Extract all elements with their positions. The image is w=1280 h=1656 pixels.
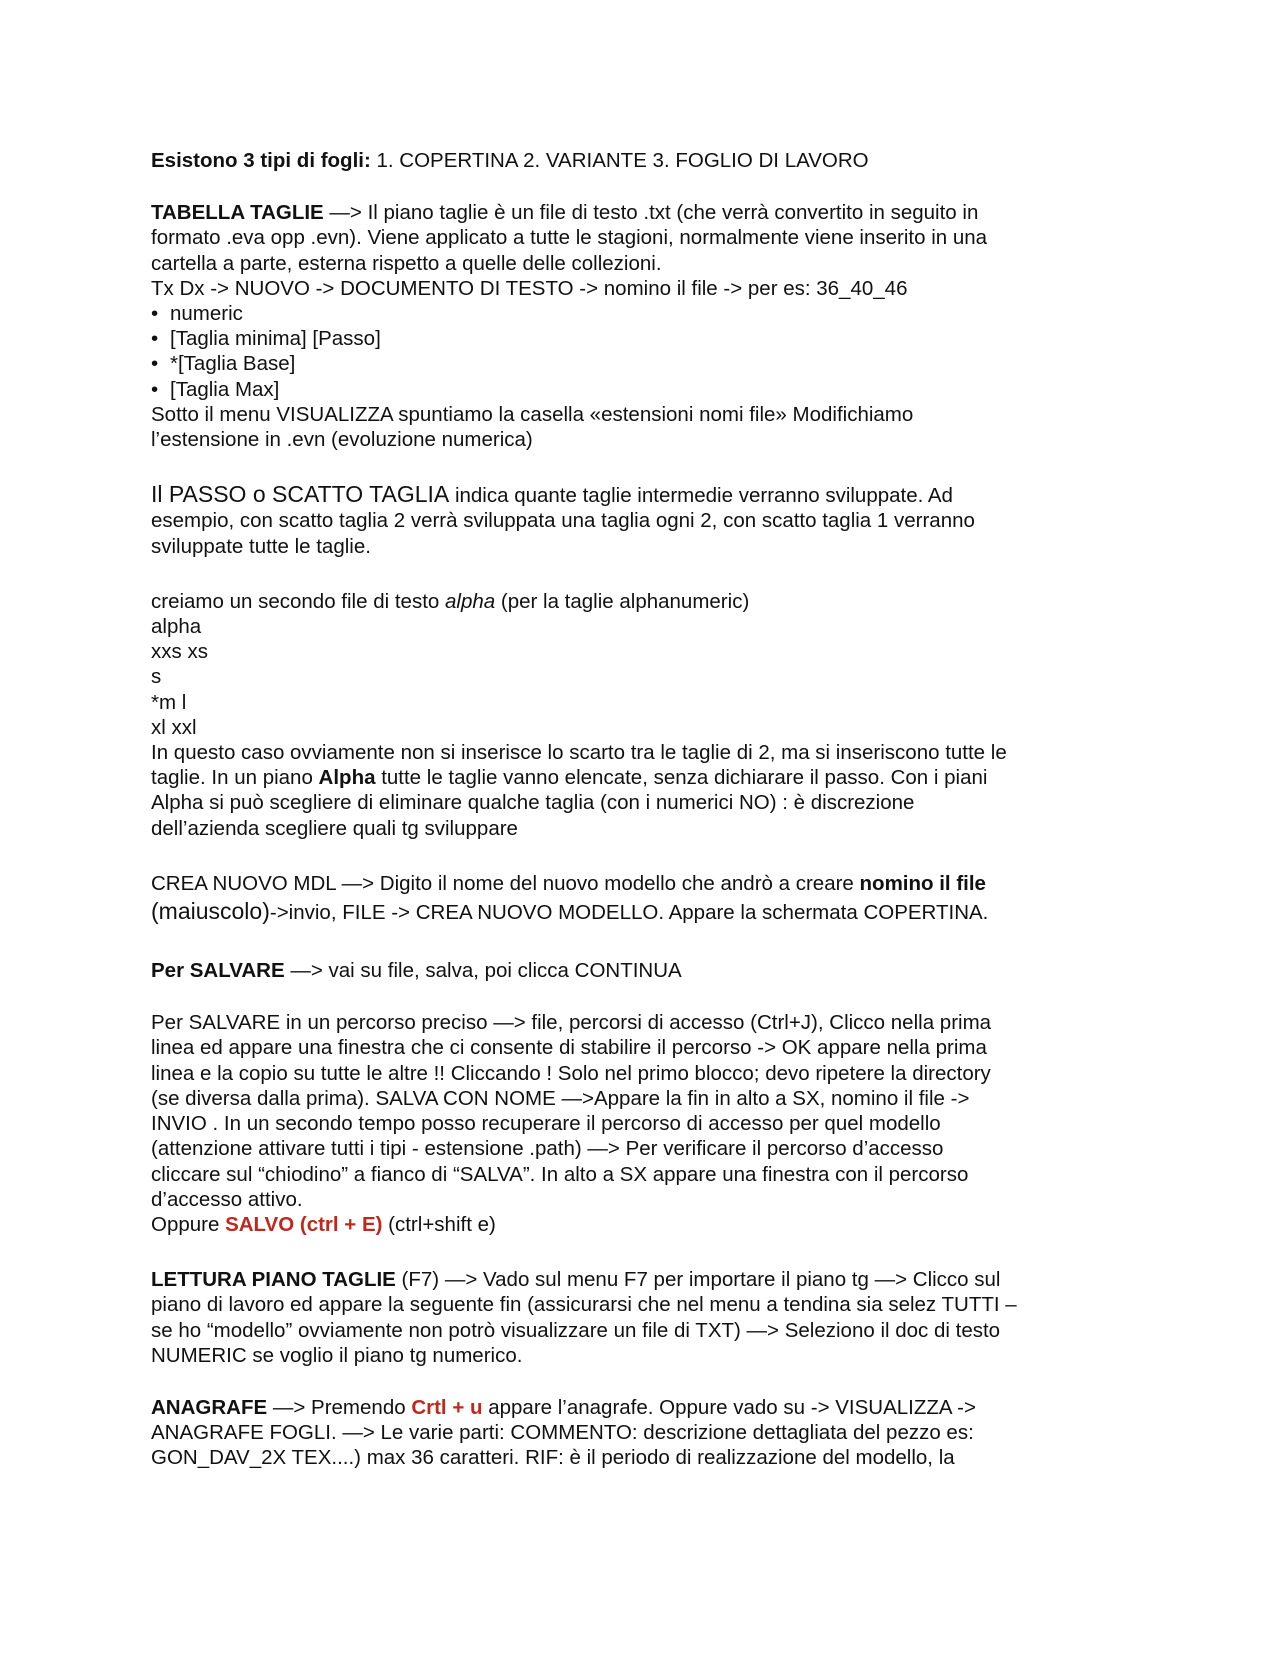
passo-line-3: sviluppate tutte le taglie. [151,534,371,558]
alpha-text-pre: creiamo un secondo file di testo [151,589,445,613]
passo-line-2: esempio, con scatto taglia 2 verrà sviluppata una taglia ogni 2, con scatto taglia 1 verranno [151,509,975,533]
bullet-text: [Taglia minima] [Passo] [170,327,381,351]
crea-text: CREA NUOVO MDL —> Digito il nome del nuovo modello che andrò a creare [151,871,860,895]
salvare-text: —> vai su file, salva, poi clicca CONTINUA [284,959,682,983]
anagrafe-line-1 [151,1395,1131,1420]
alpha-line-1 [151,589,1131,614]
alpha-bold: Alpha [318,766,376,790]
bullet-text: *[Taglia Base] [170,352,296,376]
alpha-line-4: Alpha si può scegliere di eliminare qualche taglia (con i numerici NO) : è discrezione [151,791,915,815]
passo-text-1: indica quante taglie intermedie verranno sviluppate. Ad [449,484,953,508]
alpha-line-3-pre: taglie. In un piano [151,766,319,790]
alpha-line-3-post: tutte le taglie vanno elencate, senza dichiarare il passo. Con i piani [375,766,988,790]
oppure-text-post: (ctrl+shift e) [382,1212,496,1236]
anagrafe-heading: ANAGRAFE [151,1395,268,1419]
percorso-line: linea e la copio su tutte le altre !! Cliccando ! Solo nel primo blocco; devo ripetere la directory [151,1061,991,1085]
intro-heading: Esistono 3 tipi di fogli: [151,149,371,172]
tabella-line-4: Tx Dx -> NUOVO -> DOCUMENTO DI TESTO -> nomino il file -> per es: 36_40_46 [151,276,908,300]
passo-heading: Il PASSO o SCATTO TAGLIA [151,481,450,508]
anagrafe-line-3: GON_DAV_2X TEX....) max 36 caratteri. RIF: è il periodo di realizzazione del modello, la [151,1446,955,1470]
size-entry: *m l [151,690,187,714]
percorso-line: Per SALVARE in un percorso preciso —> file, percorsi di accesso (Ctrl+J), Clicco nella prima [151,1011,992,1035]
crea-bold: nomino il file [859,871,986,895]
document-page [151,148,1131,1471]
bullet-text: [Taglia Max] [170,377,280,401]
crea-line-2 [151,896,1131,928]
bullet-text: numeric [170,302,243,326]
bullet-item [151,301,1131,326]
tabella-line-2: formato .eva opp .evn). Viene applicato a tutte le stagioni, normalmente viene inserito in una [151,226,988,250]
percorso-line: linea ed appare una finestra che ci consente di stabilire il percorso -> OK appare nella prima [151,1036,987,1060]
bullet-icon: • [151,352,159,376]
size-entry: xxs xs [151,640,208,664]
size-entry: s [151,665,162,689]
anagrafe-line-2: ANAGRAFE FOGLI. —> Le varie parti: COMMENTO: descrizione dettagliata del pezzo es: [151,1421,974,1445]
oppure-text: Oppure [151,1212,226,1236]
alpha-line-2: In questo caso ovviamente non si inserisce lo scarto tra le taglie di 2, ma si inseriscono tutte le [151,741,1007,765]
alpha-line-3 [151,765,1131,790]
tabella-heading: TABELLA TAGLIE [151,201,324,225]
anagrafe-text-post: appare l’anagrafe. Oppure vado su -> VISUALIZZA -> [482,1395,976,1419]
lettura-line-1 [151,1267,1131,1292]
percorso-line: (attenzione attivare tutti i tipi - estensione .path) —> Per verificare il percorso d’accesso [151,1137,944,1161]
bullet-item [151,326,1131,351]
bullet-icon: • [151,377,159,401]
salvo-shortcut: SALVO (ctrl + E) [225,1212,383,1236]
tabella-line-5: Sotto il menu VISUALIZZA spuntiamo la casella «estensioni nomi file» Modifichiamo [151,402,914,426]
lettura-line-2: piano di lavoro ed appare la seguente fin (assicurarsi che nel menu a tendina sia selez TUTTI – [151,1293,1017,1317]
alpha-italic: alpha [445,589,496,613]
intro-line [151,148,1131,173]
percorso-line: (se diversa dalla prima). SALVA CON NOME —>Appare la fin in alto a SX, nomino il file -> [151,1086,970,1110]
lettura-heading: LETTURA PIANO TAGLIE [151,1268,396,1292]
lettura-text-1: (F7) —> Vado sul menu F7 per importare il piano tg —> Clicco sul [395,1268,1001,1292]
percorso-line: cliccare sul “chiodino” a fianco di “SALVA”. In alto a SX appare una finestra con il percorso [151,1162,969,1186]
intro-text: 1. COPERTINA 2. VARIANTE 3. FOGLIO DI LAVORO [370,149,869,172]
bullet-item [151,351,1131,376]
bullet-icon: • [151,302,159,326]
salvare-heading: Per SALVARE [151,959,285,983]
oppure-line [151,1212,1131,1237]
tabella-line-6: l’estensione in .evn (evoluzione numerica) [151,428,533,452]
crea-line-1 [151,871,1131,896]
alpha-text-post: (per la taglie alphanumeric) [495,589,750,613]
crea-big: (maiuscolo) [151,898,270,925]
lettura-line-4: NUMERIC se voglio il piano tg numerico. [151,1343,523,1367]
alpha-line-5: dell’azienda scegliere quali tg sviluppare [151,816,518,840]
percorso-line: INVIO . In un secondo tempo posso recuperare il percorso di accesso per quel modello [151,1112,941,1136]
bullet-icon: • [151,327,159,351]
anagrafe-shortcut: Crtl + u [411,1395,483,1419]
passo-line-1 [151,482,1131,508]
bullet-item [151,377,1131,402]
tabella-line-1 [151,200,1131,225]
lettura-line-3: se ho “modello” ovviamente non potrò visualizzare un file di TXT) —> Seleziono il doc di testo [151,1318,1001,1342]
tabella-line-3: cartella a parte, esterna rispetto a quelle delle collezioni. [151,251,662,275]
salvare-line [151,958,1131,983]
percorso-line: d’accesso attivo. [151,1187,303,1211]
anagrafe-text-pre: —> Premendo [267,1395,412,1419]
tabella-text-1: —> Il piano taglie è un file di testo .txt (che verrà convertito in seguito in [323,201,979,225]
size-entry: xl xxl [151,715,197,739]
size-entry: alpha [151,615,202,639]
crea-text-2: ->invio, FILE -> CREA NUOVO MODELLO. Appare la schermata COPERTINA. [269,901,989,925]
